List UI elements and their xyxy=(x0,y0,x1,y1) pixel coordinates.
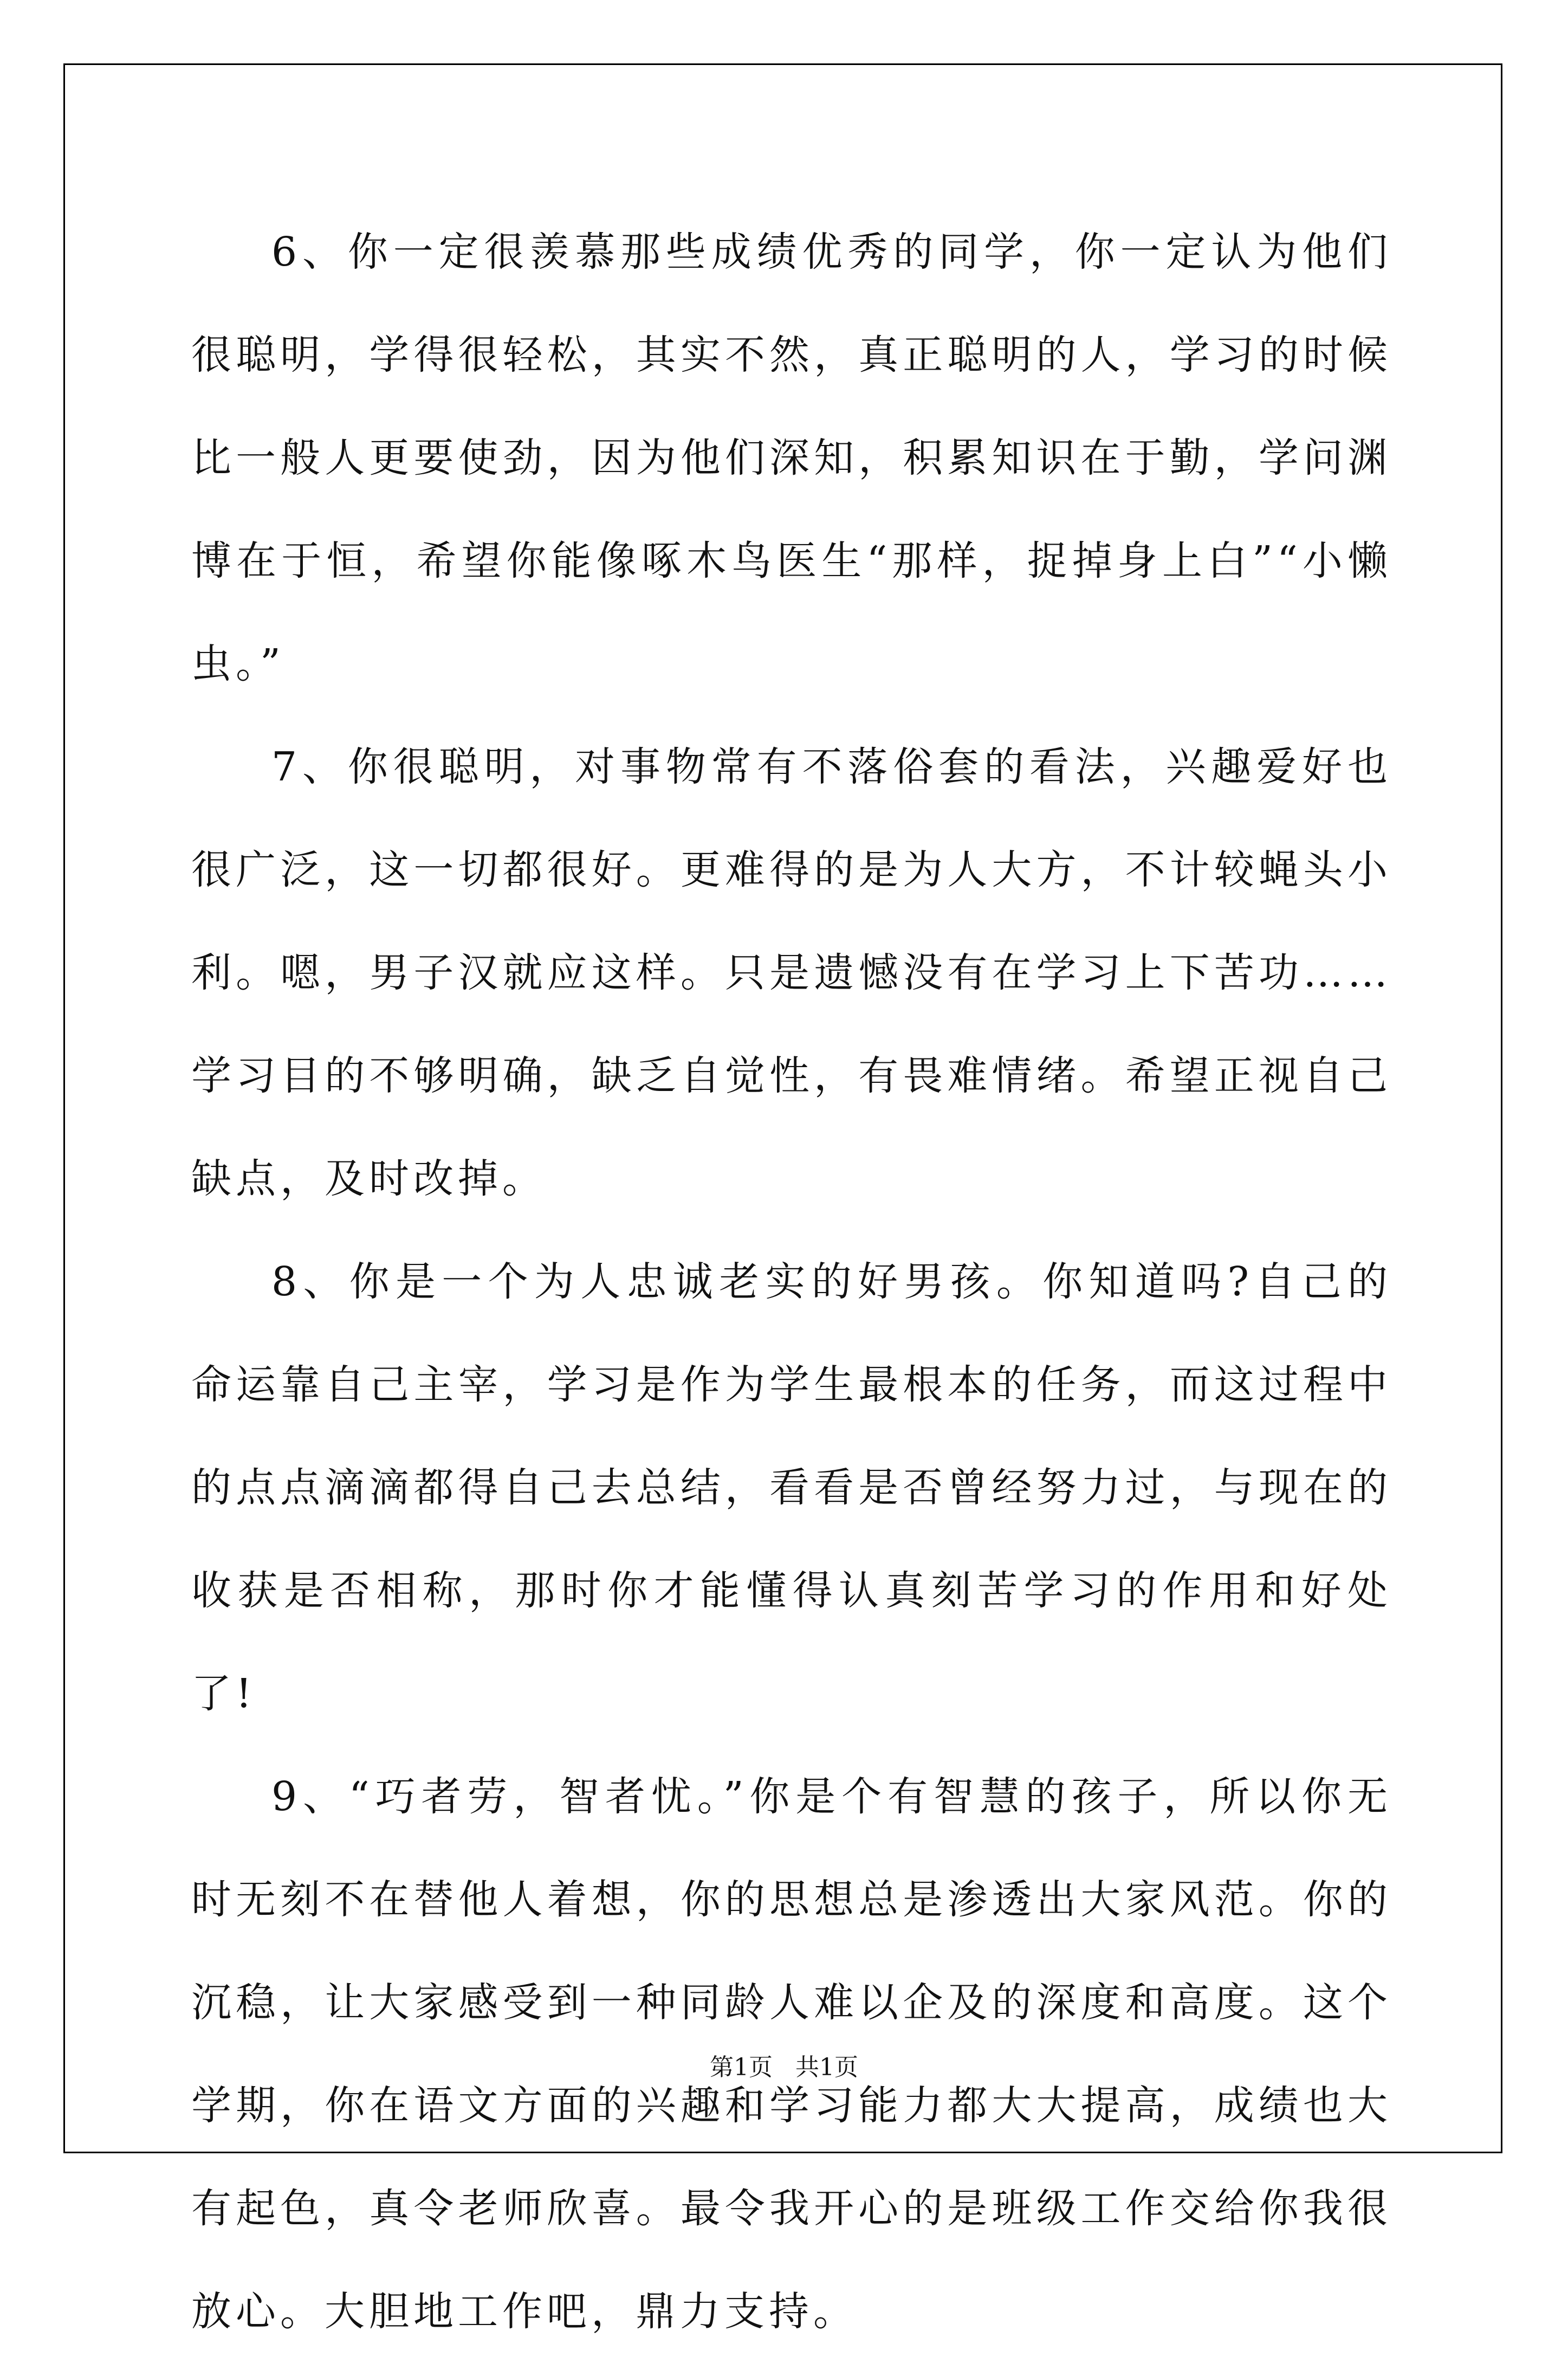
paragraph-6: 6、你一定很羡慕那些成绩优秀的同学，你一定认为他们很聪明，学得很轻松，其实不然，真正聪明的人，学习的时候比一般人更要使劲，因为他们深知，积累知识在于勤，学问渊博在于恒，希望你能像啄木鸟医生“那样，捉掉身上白”“小懒虫。” xyxy=(191,229,1392,687)
page-footer xyxy=(0,2048,1568,2082)
page-number: 第1页 xyxy=(710,2054,773,2081)
document-body xyxy=(191,201,1392,2363)
paragraph-9: 9、“巧者劳，智者忧。”你是个有智慧的孩子，所以你无时无刻不在替他人着想，你的思想总是渗透出大家风范。你的沉稳，让大家感受到一种同龄人难以企及的深度和高度。这个学期，你在语文方面的兴趣和学习能力都大大提高，成绩也大有起色，真令老师欣喜。最令我开心的是班级工作交给你我很放心。大胆地工作吧，鼎力支持。 xyxy=(191,1773,1392,2335)
paragraph-8: 8、你是一个为人忠诚老实的好男孩。你知道吗?自己的命运靠自己主宰，学习是作为学生最根本的任务，而这过程中的点点滴滴都得自己去总结，看看是否曾经努力过，与现在的收获是否相称，那时你才能懂得认真刻苦学习的作用和好处了! xyxy=(191,1258,1392,1717)
paragraph-7: 7、你很聪明，对事物常有不落俗套的看法，兴趣爱好也很广泛，这一切都很好。更难得的是为人大方，不计较蝇头小利。嗯，男子汉就应这样。只是遗憾没有在学习上下苦功……学习目的不够明确，缺乏自觉性，有畏难情绪。希望正视自己缺点，及时改掉。 xyxy=(191,744,1392,1202)
page-total: 共1页 xyxy=(795,2054,858,2081)
